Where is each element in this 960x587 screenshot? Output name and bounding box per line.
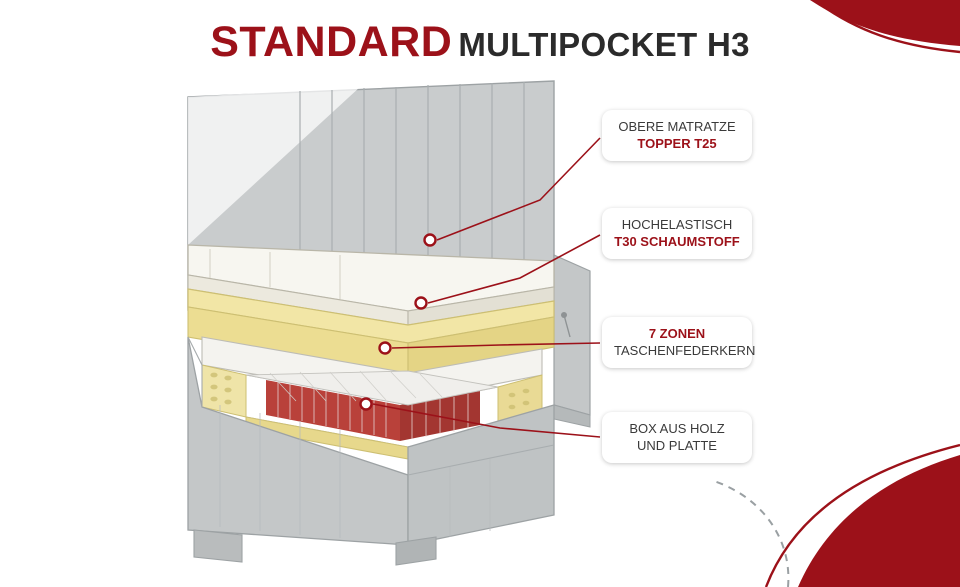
callout-springs-line2: TASCHENFEDERKERN bbox=[614, 342, 756, 358]
callout-box bbox=[602, 412, 752, 463]
box-side-right bbox=[554, 255, 590, 427]
callout-topper-line1: OBERE MATRATZE bbox=[618, 119, 736, 134]
title-strong-text: STANDARD bbox=[210, 18, 453, 66]
callout-foam-line1: HOCHELASTISCH bbox=[621, 217, 733, 232]
callout-springs-line1: 7 ZONEN bbox=[648, 326, 706, 341]
callout-box-line1: BOX AUS HOLZ bbox=[629, 421, 725, 436]
callout-box-line2: UND PLATTE bbox=[637, 437, 717, 453]
page-title bbox=[0, 18, 960, 67]
callout-topper-line2: TOPPER T25 bbox=[637, 135, 717, 151]
callout-springs bbox=[602, 317, 756, 368]
callout-foam-line2: T30 SCHAUMSTOFF bbox=[614, 233, 740, 249]
callout-topper bbox=[602, 110, 752, 161]
title-rest-text: MULTIPOCKET H3 bbox=[458, 26, 750, 63]
callout-foam bbox=[602, 208, 752, 259]
boxspring-bed-illustration bbox=[150, 75, 630, 575]
